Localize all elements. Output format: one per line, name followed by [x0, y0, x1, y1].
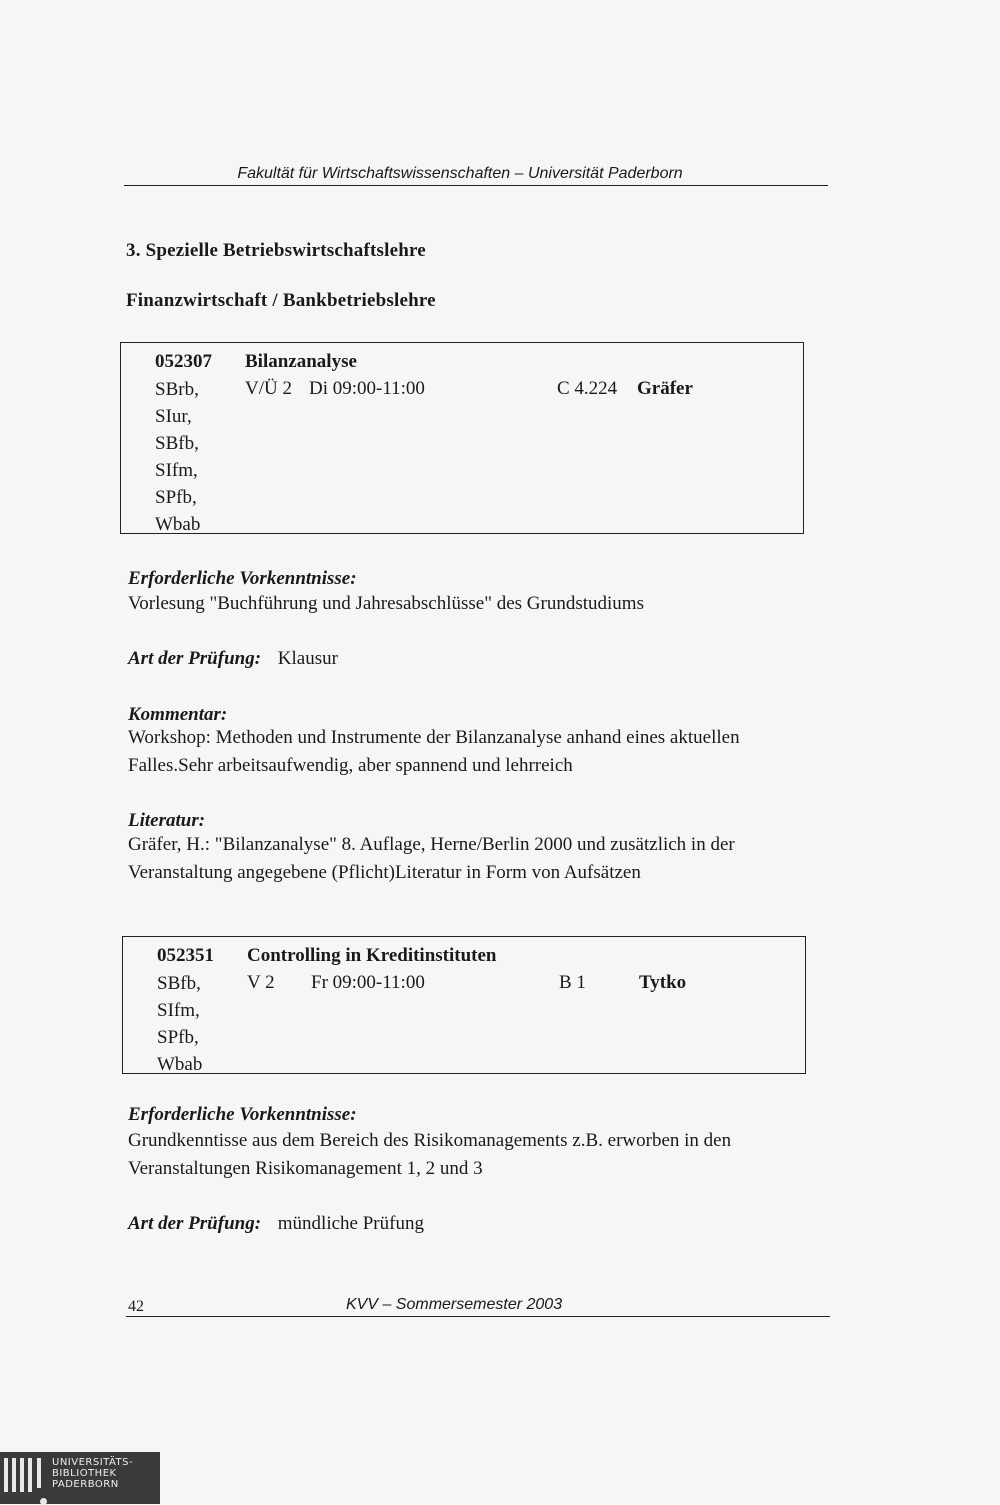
comment-label: Kommentar: — [128, 704, 228, 725]
prerequisites-text — [128, 1127, 808, 1183]
subsection-title: Finanzwirtschaft / Bankbetriebslehre — [126, 290, 436, 311]
course-type: V/Ü 2 — [245, 378, 292, 399]
comment-line: Workshop: Methoden und Instrumente der Bilanzanalyse anhand eines aktuellen — [128, 727, 740, 748]
page-number: 42 — [128, 1298, 144, 1315]
course-code: Wbab — [157, 1054, 203, 1075]
library-logo-line: PADERBORN — [52, 1479, 119, 1490]
course-time: Fr 09:00-11:00 — [311, 972, 425, 993]
comment-text — [128, 724, 808, 780]
library-logo — [0, 1452, 160, 1504]
literature-line: Veranstaltung angegebene (Pflicht)Literatur in Form von Aufsätzen — [128, 862, 641, 883]
page-header — [124, 164, 828, 186]
literature-line: Gräfer, H.: "Bilanzanalyse" 8. Auflage, Herne/Berlin 2000 und zusätzlich in der — [128, 834, 735, 855]
prerequisites-line: Grundkenntisse aus dem Bereich des Risikomanagements z.B. erworben in den — [128, 1130, 732, 1151]
course-code: SIfm, — [155, 460, 198, 481]
literature-label: Literatur: — [128, 810, 206, 831]
course-room: B 1 — [559, 972, 586, 993]
library-logo-text — [52, 1457, 133, 1490]
course-type: V 2 — [247, 972, 275, 993]
course-codes — [157, 970, 202, 1078]
course-title: Controlling in Kreditinstituten — [247, 945, 497, 966]
prerequisites-label: Erforderliche Vorkenntnisse: — [128, 568, 357, 589]
course-code: SIfm, — [157, 1000, 200, 1021]
course-code: SIur, — [155, 406, 192, 427]
exam-row — [128, 648, 338, 670]
course-code: SBrb, — [155, 379, 199, 400]
comment-line: Falles.Sehr arbeitsaufwendig, aber spannend und lehrreich — [128, 755, 573, 776]
prerequisites-label: Erforderliche Vorkenntnisse: — [128, 1104, 357, 1125]
footer-title: KVV – Sommersemester 2003 — [346, 1296, 563, 1313]
course-lecturer: Gräfer — [637, 378, 693, 399]
page-footer — [126, 1296, 830, 1317]
exam-value: mündliche Prüfung — [277, 1213, 424, 1234]
literature-text — [128, 831, 808, 887]
course-code: SBfb, — [155, 433, 199, 454]
exam-label: Art der Prüfung: — [128, 1213, 262, 1234]
course-code: Wbab — [155, 514, 201, 535]
exam-value: Klausur — [277, 648, 338, 669]
page-header-title: Fakultät für Wirtschaftswissenschaften – Universität Paderborn — [237, 165, 683, 182]
course-title: Bilanzanalyse — [245, 351, 357, 372]
prerequisites-text: Vorlesung "Buchführung und Jahresabschlüsse" des Grundstudiums — [128, 593, 644, 614]
prerequisites-line: Veranstaltungen Risikomanagement 1, 2 und 3 — [128, 1158, 483, 1179]
course-time: Di 09:00-11:00 — [309, 378, 425, 399]
course-codes — [155, 376, 200, 538]
section-title: 3. Spezielle Betriebswirtschaftslehre — [126, 240, 426, 261]
course-lecturer: Tytko — [639, 972, 687, 993]
course-code: SPfb, — [155, 487, 197, 508]
course-code: SPfb, — [157, 1027, 199, 1048]
library-logo-icon — [4, 1458, 44, 1498]
library-logo-line: UNIVERSITÄTS- — [52, 1457, 134, 1468]
course-number: 052351 — [157, 945, 214, 966]
exam-label: Art der Prüfung: — [128, 648, 262, 669]
course-number: 052307 — [155, 351, 212, 372]
library-logo-line: BIBLIOTHEK — [52, 1468, 117, 1479]
exam-row — [128, 1213, 424, 1235]
course-code: SBfb, — [157, 973, 201, 994]
course-room: C 4.224 — [557, 378, 618, 399]
course-box-052307 — [120, 342, 804, 534]
course-box-052351 — [122, 936, 806, 1074]
